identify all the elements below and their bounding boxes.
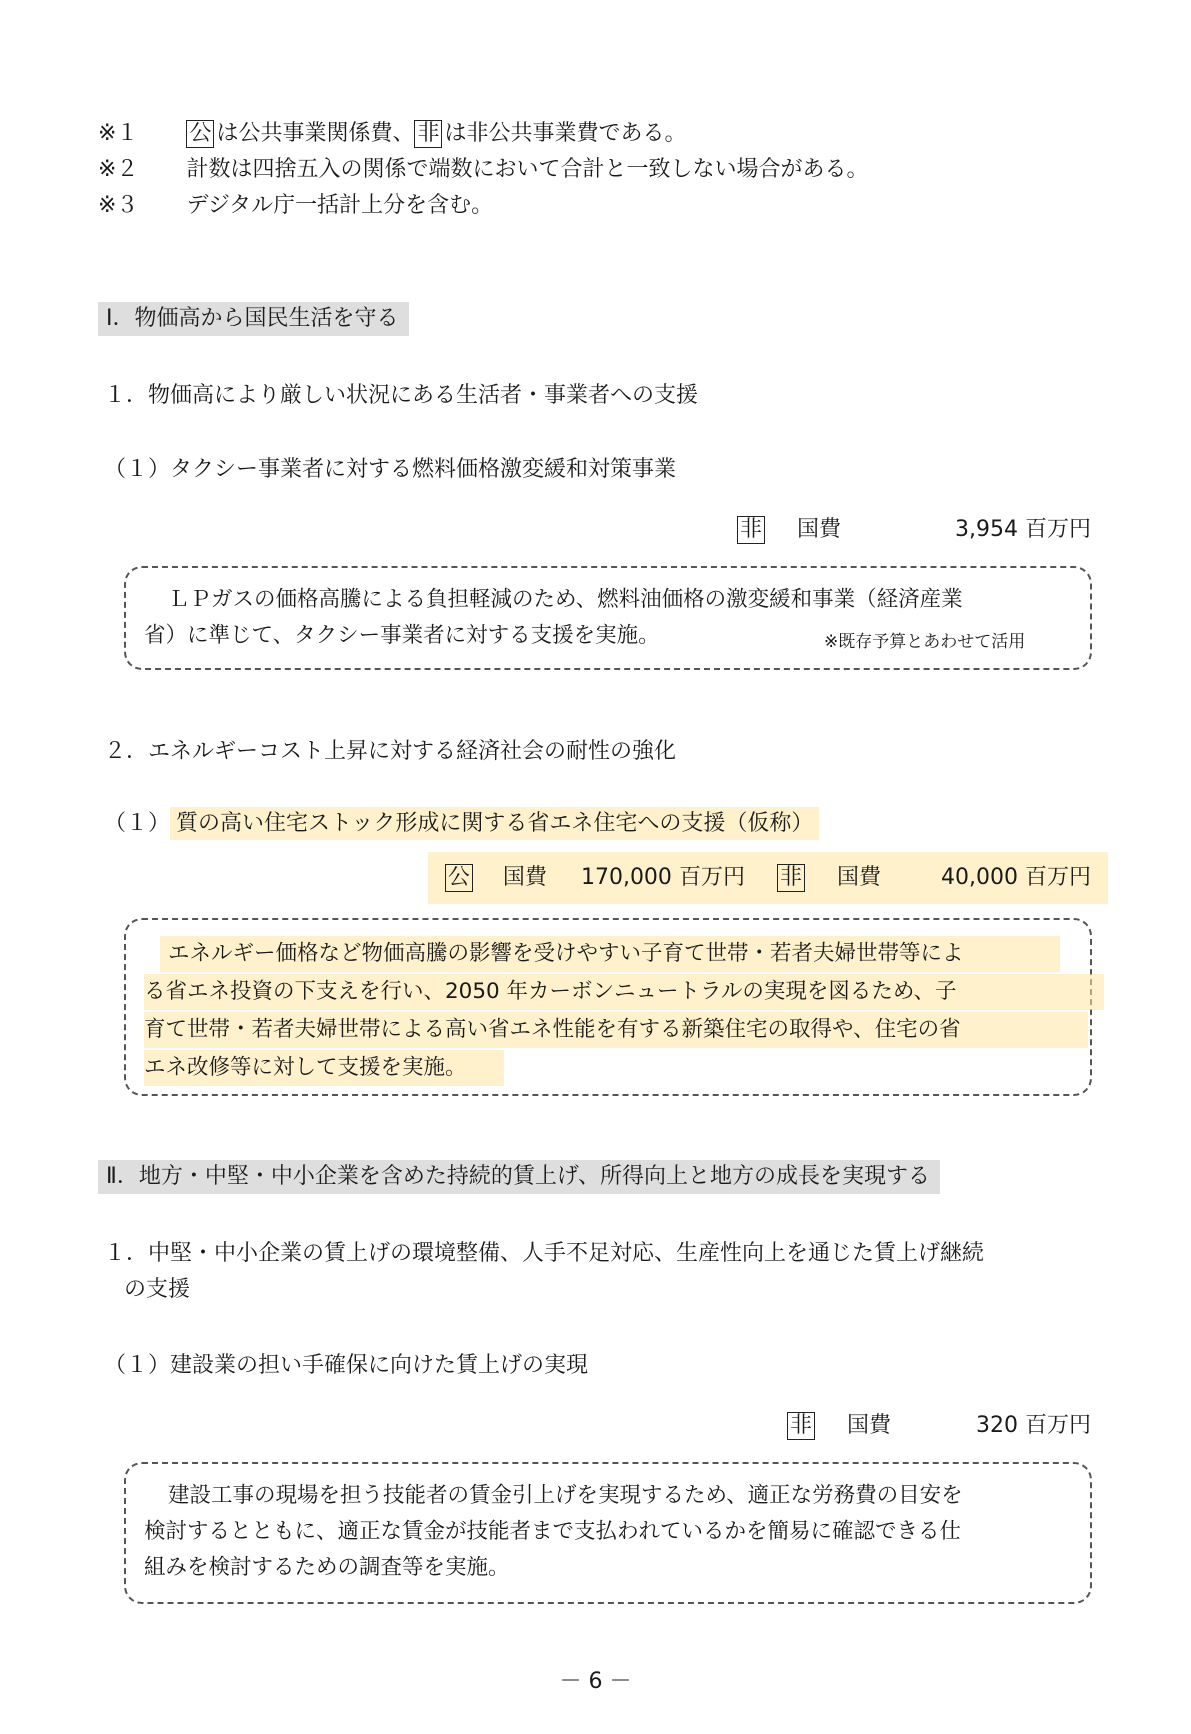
item-title-row	[104, 806, 819, 842]
description-note: ※既存予算とあわせて活用	[824, 632, 1026, 652]
description-line: 省）に準じて、タクシー事業者に対する支援を実施。	[144, 623, 660, 648]
section-heading-2: Ⅱ．地方・中堅・中小企業を含めた持続的賃上げ、所得向上と地方の成長を実現する	[98, 1160, 940, 1194]
item-title: 質の高い住宅ストック形成に関する省エネ住宅への支援（仮称）	[170, 807, 819, 840]
non-public-box: 非	[787, 1412, 815, 1440]
note-mark: ※２	[98, 157, 139, 182]
budget-line	[787, 1408, 1091, 1444]
budget-amount: 3,954	[955, 517, 1018, 542]
note-mark: ※３	[98, 193, 139, 218]
description-line: ＬＰガスの価格高騰による負担軽減のため、燃料油価格の激変緩和事業（経済産業	[168, 587, 963, 612]
budget-amount: 170,000	[580, 865, 672, 890]
item-number: （１）	[104, 811, 171, 836]
subsection-title: １．物価高により厳しい状況にある生活者・事業者への支援	[104, 383, 699, 408]
description-line: エネルギー価格など物価高騰の影響を受けやすい子育て世帯・若者夫婦世帯等によ	[168, 941, 964, 966]
item-title: （１）タクシー事業者に対する燃料価格激変緩和対策事業	[104, 457, 677, 482]
non-public-box: 非	[777, 864, 805, 892]
budget-line	[737, 512, 1091, 548]
note-1	[98, 116, 687, 152]
subsection-title-cont: の支援	[124, 1277, 191, 1302]
public-works-box: 公	[186, 120, 214, 148]
note-text: 計数は四捨五入の関係で端数において合計と一致しない場合がある。	[186, 157, 869, 182]
budget-unit: 百万円	[1024, 1413, 1091, 1438]
note-mark: ※１	[98, 121, 139, 146]
subsection-title: １．中堅・中小企業の賃上げの環境整備、人手不足対応、生産性向上を通じた賃上げ継続	[104, 1241, 985, 1266]
description-line: 建設工事の現場を担う技能者の賃金引上げを実現するため、適正な労務費の目安を	[168, 1483, 963, 1508]
page-number: － 6 －	[559, 1669, 632, 1694]
description-line: エネ改修等に対して支援を実施。	[144, 1055, 467, 1080]
budget-unit: 百万円	[678, 865, 745, 890]
note-text: デジタル庁一括計上分を含む。	[186, 193, 494, 218]
budget-label: 国費	[836, 865, 881, 890]
description-line: 組みを検討するための調査等を実施。	[144, 1555, 510, 1580]
budget-amount: 40,000	[941, 865, 1018, 890]
section-heading-1: Ⅰ．物価高から国民生活を守る	[98, 302, 409, 336]
public-works-box: 公	[445, 864, 473, 892]
non-public-box: 非	[737, 516, 765, 544]
budget-unit: 百万円	[1024, 517, 1091, 542]
item-title: （１）建設業の担い手確保に向けた賃上げの実現	[104, 1353, 589, 1378]
description-line: 育て世帯・若者夫婦世帯による高い省エネ性能を有する新築住宅の取得や、住宅の省	[144, 1017, 961, 1042]
note-text: は公共事業関係費、	[216, 121, 415, 146]
budget-line	[445, 860, 1091, 896]
budget-amount: 320	[975, 1413, 1018, 1438]
budget-unit: 百万円	[1024, 865, 1091, 890]
subsection-title: ２．エネルギーコスト上昇に対する経済社会の耐性の強化	[104, 739, 677, 764]
note-text: は非公共事業費である。	[444, 121, 687, 146]
budget-label: 国費	[796, 517, 841, 542]
note-3	[98, 188, 493, 224]
description-line: 検討するとともに、適正な賃金が技能者まで支払われているかを簡易に確認できる仕	[144, 1519, 962, 1544]
budget-label: 国費	[846, 1413, 891, 1438]
budget-label: 国費	[502, 865, 547, 890]
non-public-box: 非	[414, 120, 442, 148]
note-2	[98, 152, 868, 188]
description-line: る省エネ投資の下支えを行い、2050 年カーボンニュートラルの実現を図るため、子	[144, 979, 957, 1004]
